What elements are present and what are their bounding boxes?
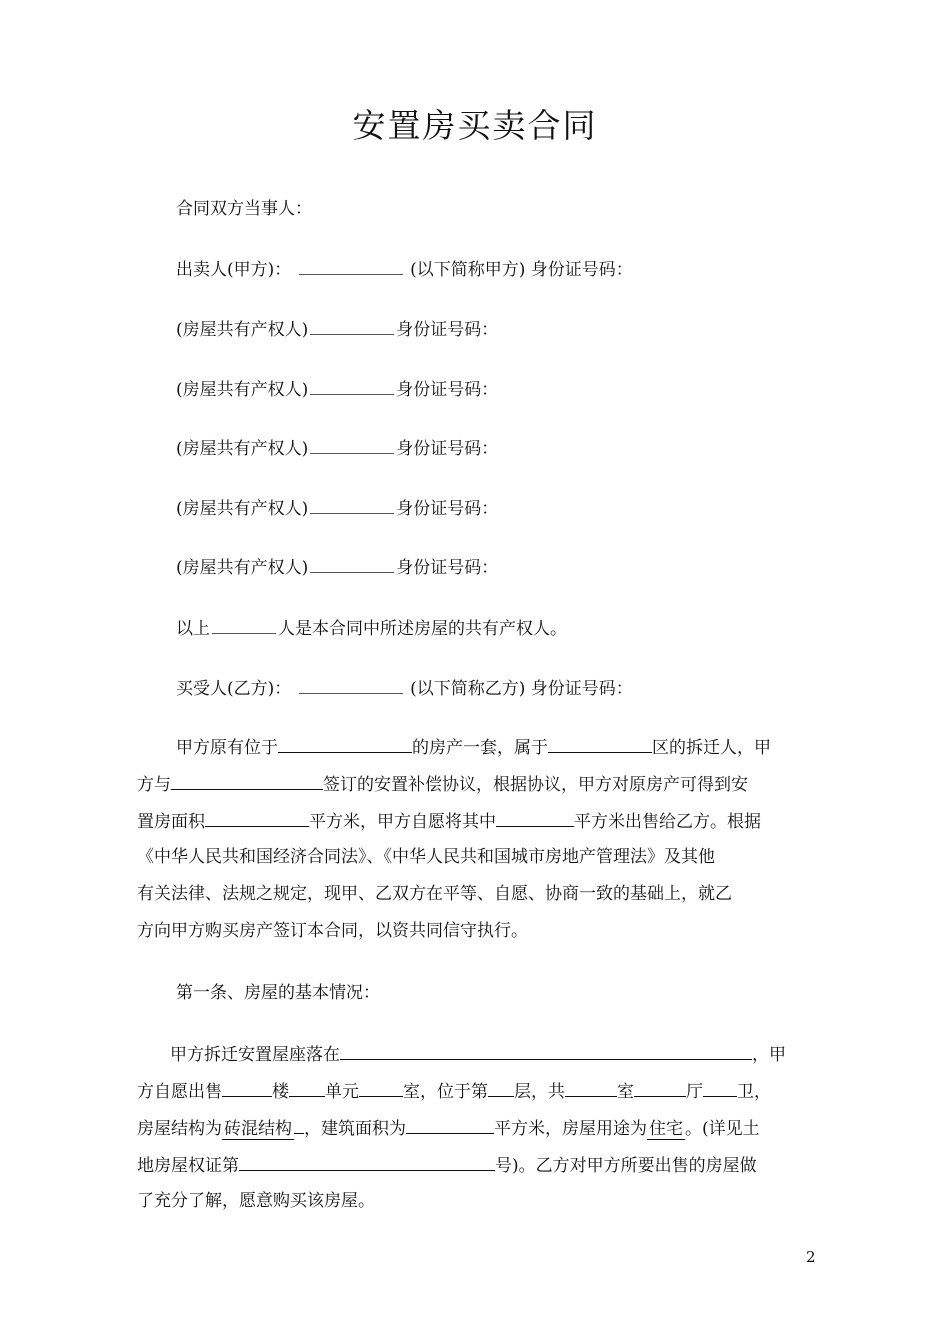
co-owner-id-label: 身份证号码： bbox=[396, 320, 499, 340]
summary-prefix: 以上 bbox=[176, 619, 210, 639]
co-owner-id-label: 身份证号码： bbox=[396, 499, 499, 519]
co-owner-name-blank bbox=[310, 316, 394, 335]
building-label: 楼 bbox=[272, 1082, 289, 1102]
seller-line bbox=[176, 256, 633, 282]
co-owner-summary bbox=[176, 615, 567, 641]
buyer-line bbox=[176, 675, 633, 701]
co-owner-count-blank bbox=[212, 615, 276, 634]
original-location-blank bbox=[278, 734, 412, 753]
preamble-line-1 bbox=[176, 734, 771, 760]
co-owner-label: (房屋共有产权人) bbox=[176, 320, 309, 340]
bedroom-count-blank bbox=[565, 1078, 617, 1097]
floor-label: 层 bbox=[514, 1082, 531, 1102]
parties-heading: 合同双方当事人： bbox=[176, 199, 312, 219]
bathroom-label: 卫 bbox=[737, 1082, 754, 1102]
preamble-text: 置房面积 bbox=[137, 812, 205, 832]
preamble-text: 方与 bbox=[137, 775, 171, 795]
co-owner-line bbox=[176, 495, 498, 521]
preamble-text: 平方米出售给乙方。根据 bbox=[574, 812, 761, 832]
buyer-abbr: (以下简称乙方) bbox=[410, 679, 526, 699]
co-owner-id-label: 身份证号码： bbox=[396, 558, 499, 578]
floor-area-blank bbox=[406, 1115, 494, 1134]
article-text: ，共 bbox=[531, 1082, 565, 1102]
buyer-name-blank bbox=[299, 675, 403, 694]
bedroom-label: 室 bbox=[617, 1082, 634, 1102]
bathroom-count-blank bbox=[703, 1078, 737, 1097]
preamble-line-5: 有关法律、法规之规定，现甲、乙双方在平等、自愿、协商一致的基础上，就乙 bbox=[137, 884, 732, 904]
building-number-blank bbox=[222, 1078, 272, 1097]
co-owner-line bbox=[176, 554, 498, 580]
article-text: ，甲 bbox=[752, 1045, 786, 1065]
co-owner-id-label: 身份证号码： bbox=[396, 380, 499, 400]
article-text: 平方米，房屋用途为 bbox=[494, 1119, 647, 1139]
article-1-line-2 bbox=[137, 1078, 771, 1104]
article-text: 甲方拆迁安置屋座落在 bbox=[170, 1045, 340, 1065]
article-text: 号)。乙方对甲方所要出售的房屋做 bbox=[495, 1156, 757, 1176]
seller-label: 出卖人(甲方)： bbox=[176, 260, 292, 280]
article-text: 方自愿出售 bbox=[137, 1082, 222, 1102]
article-text: 地房屋权证第 bbox=[137, 1156, 239, 1176]
buyer-label: 买受人(乙方)： bbox=[176, 679, 292, 699]
summary-suffix: 人是本合同中所述房屋的共有产权人。 bbox=[278, 619, 567, 639]
article-text: 。(详见土 bbox=[685, 1119, 760, 1139]
room-label: 室 bbox=[403, 1082, 420, 1102]
preamble-line-4: 《中华人民共和国经济合同法》、《中华人民共和国城市房地产管理法》及其他 bbox=[137, 847, 715, 867]
hall-count-blank bbox=[634, 1078, 686, 1097]
article-text: ，建筑面积为 bbox=[304, 1119, 406, 1139]
preamble-text: 甲方原有位于 bbox=[176, 738, 278, 758]
seller-name-blank bbox=[299, 256, 403, 275]
article-1-line-4 bbox=[137, 1152, 757, 1178]
seller-id-label: 身份证号码： bbox=[530, 260, 633, 280]
unit-number-blank bbox=[289, 1078, 325, 1097]
co-owner-label: (房屋共有产权人) bbox=[176, 380, 309, 400]
structure-blank-tail bbox=[294, 1115, 304, 1134]
preamble-text: 平方米，甲方自愿将其中 bbox=[309, 812, 496, 832]
article-1-line-1 bbox=[170, 1041, 786, 1067]
preamble-line-3 bbox=[137, 808, 761, 834]
co-owner-label: (房屋共有产权人) bbox=[176, 558, 309, 578]
article-text: ，位于第 bbox=[420, 1082, 488, 1102]
district-blank bbox=[548, 734, 652, 753]
article-1-line-3 bbox=[137, 1115, 760, 1141]
co-owner-id-label: 身份证号码： bbox=[396, 439, 499, 459]
article-1-heading: 第一条、房屋的基本情况： bbox=[176, 983, 380, 1003]
structure-value: 砖混结构 bbox=[224, 1119, 292, 1139]
co-owner-line bbox=[176, 316, 498, 342]
sale-area-blank bbox=[496, 808, 574, 827]
co-owner-line bbox=[176, 376, 498, 402]
property-location-blank bbox=[340, 1041, 752, 1060]
preamble-text: 签订的安置补偿协议，根据协议，甲方对原房产可得到安 bbox=[323, 775, 748, 795]
floor-number-blank bbox=[488, 1078, 514, 1097]
certificate-number-blank bbox=[239, 1152, 495, 1171]
co-owner-name-blank bbox=[310, 435, 394, 454]
co-owner-name-blank bbox=[310, 495, 394, 514]
co-owner-label: (房屋共有产权人) bbox=[176, 439, 309, 459]
article-1-line-5: 了充分了解，愿意购买该房屋。 bbox=[137, 1191, 375, 1211]
preamble-text: 的房产一套，属于 bbox=[412, 738, 548, 758]
preamble-text: 区的拆迁人，甲 bbox=[652, 738, 771, 758]
buyer-id-label: 身份证号码： bbox=[530, 679, 633, 699]
agreement-party-blank bbox=[171, 771, 323, 790]
hall-label: 厅 bbox=[686, 1082, 703, 1102]
preamble-line-6: 方向甲方购买房产签订本合同，以资共同信守执行。 bbox=[137, 921, 528, 941]
article-text: ， bbox=[754, 1082, 771, 1102]
resettlement-area-blank bbox=[205, 808, 309, 827]
article-text: 房屋结构为 bbox=[137, 1119, 222, 1139]
co-owner-label: (房屋共有产权人) bbox=[176, 499, 309, 519]
co-owner-name-blank bbox=[310, 554, 394, 573]
co-owner-line bbox=[176, 435, 498, 461]
preamble-line-2 bbox=[137, 771, 748, 797]
usage-value: 住宅 bbox=[649, 1119, 683, 1139]
room-number-blank bbox=[359, 1078, 403, 1097]
unit-label: 单元 bbox=[325, 1082, 359, 1102]
page-number: 2 bbox=[806, 1248, 816, 1266]
document-title: 安置房买卖合同 bbox=[352, 106, 598, 145]
co-owner-name-blank bbox=[310, 376, 394, 395]
seller-abbr: (以下简称甲方) bbox=[410, 260, 526, 280]
